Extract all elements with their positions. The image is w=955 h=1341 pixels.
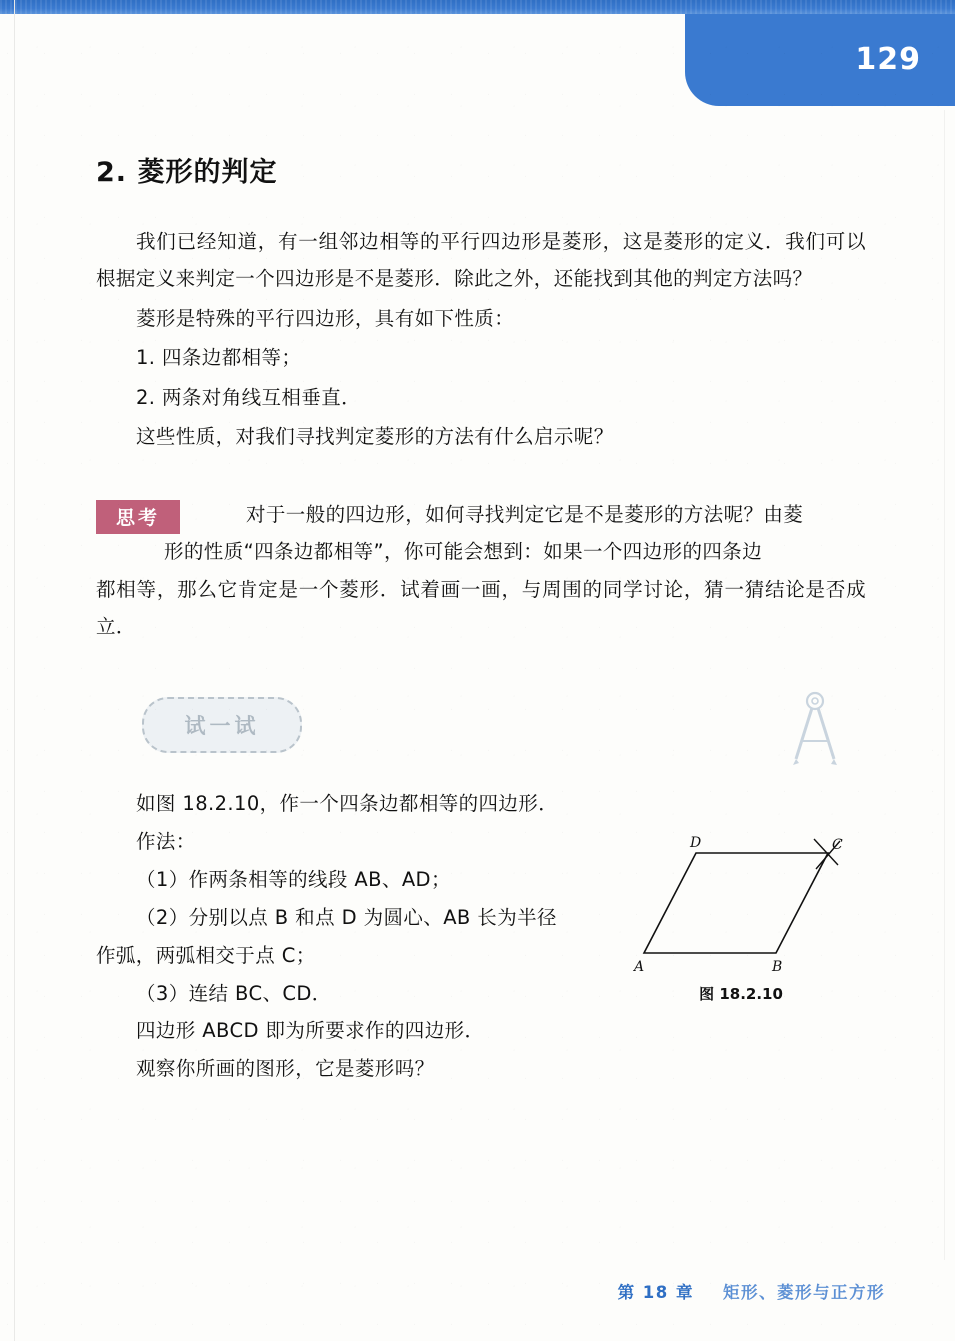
figure-label-D: D xyxy=(690,835,702,852)
think-line-2: 形的性质“四条边都相等”，你可能会想到：如果一个四边形的四条边 xyxy=(164,540,763,564)
construction-conclusion-1: 四边形 ABCD 即为所要求作的四边形． xyxy=(136,1019,485,1043)
property-item-2: 2. 两条对角线互相垂直． xyxy=(136,385,362,409)
think-body xyxy=(96,496,866,646)
intro-paragraph-3: 这些性质，对我们寻找判定菱形的方法有什么启示呢？ xyxy=(136,425,614,449)
construction-section xyxy=(96,785,866,1088)
figure-caption: 图 18.2.10 xyxy=(699,985,783,1004)
try-it-label: 试一试 xyxy=(184,714,260,739)
construction-lead: 如图 18.2.10，作一个四条边都相等的四边形． xyxy=(136,792,559,816)
figure-label-C: C xyxy=(832,837,843,854)
construction-step-2: （2）分别以点 B 和点 D 为圆心、AB 长为半径作弧，两弧相交于点 C； xyxy=(96,905,557,967)
page-content xyxy=(96,150,866,1088)
construction-text xyxy=(96,785,566,1088)
left-margin-rule xyxy=(14,0,15,1341)
construction-conclusion-2: 观察你所画的图形，它是菱形吗？ xyxy=(136,1057,435,1081)
try-it-row xyxy=(96,697,866,767)
page-footer xyxy=(618,1279,885,1303)
band-texture xyxy=(0,0,955,14)
right-margin-rule xyxy=(944,110,945,1260)
try-it-pill xyxy=(142,697,302,753)
think-line-3: 都相等，那么它肯定是一个菱形．试着画一画，与周围的同学讨论，猜一猜结论是否成立． xyxy=(96,577,866,638)
construction-method-label: 作法： xyxy=(136,830,196,854)
intro-paragraph-2: 菱形是特殊的平行四边形，具有如下性质： xyxy=(136,306,515,330)
intro-paragraph-1: 我们已经知道，有一组邻边相等的平行四边形是菱形，这是菱形的定义．我们可以根据定义来判定一个四边形是不是菱形．除此之外，还能找到其他的判定方法吗？ xyxy=(96,230,866,291)
property-item-1: 1. 四条边都相等； xyxy=(136,346,302,370)
footer-chapter: 第 18 章 xyxy=(617,1283,695,1302)
think-badge: 思考 xyxy=(96,500,180,534)
construction-step-1: （1）作两条相等的线段 AB、AD； xyxy=(136,868,451,892)
compass-icon xyxy=(786,689,844,767)
think-line-1: 对于一般的四边形，如何寻找判定它是不是菱形的方法呢？由菱 xyxy=(246,502,804,526)
rhombus-diagram xyxy=(616,825,866,975)
figure-18-2-10 xyxy=(616,825,866,1004)
footer-title: 矩形、菱形与正方形 xyxy=(723,1283,885,1302)
top-blue-band xyxy=(0,0,955,14)
section-title: 2. 菱形的判定 xyxy=(96,157,278,188)
think-block xyxy=(96,496,866,646)
figure-label-A: A xyxy=(634,959,645,976)
figure-label-B: B xyxy=(772,959,783,976)
construction-step-3: （3）连结 BC、CD． xyxy=(136,981,332,1005)
page-number: 129 xyxy=(855,42,921,77)
